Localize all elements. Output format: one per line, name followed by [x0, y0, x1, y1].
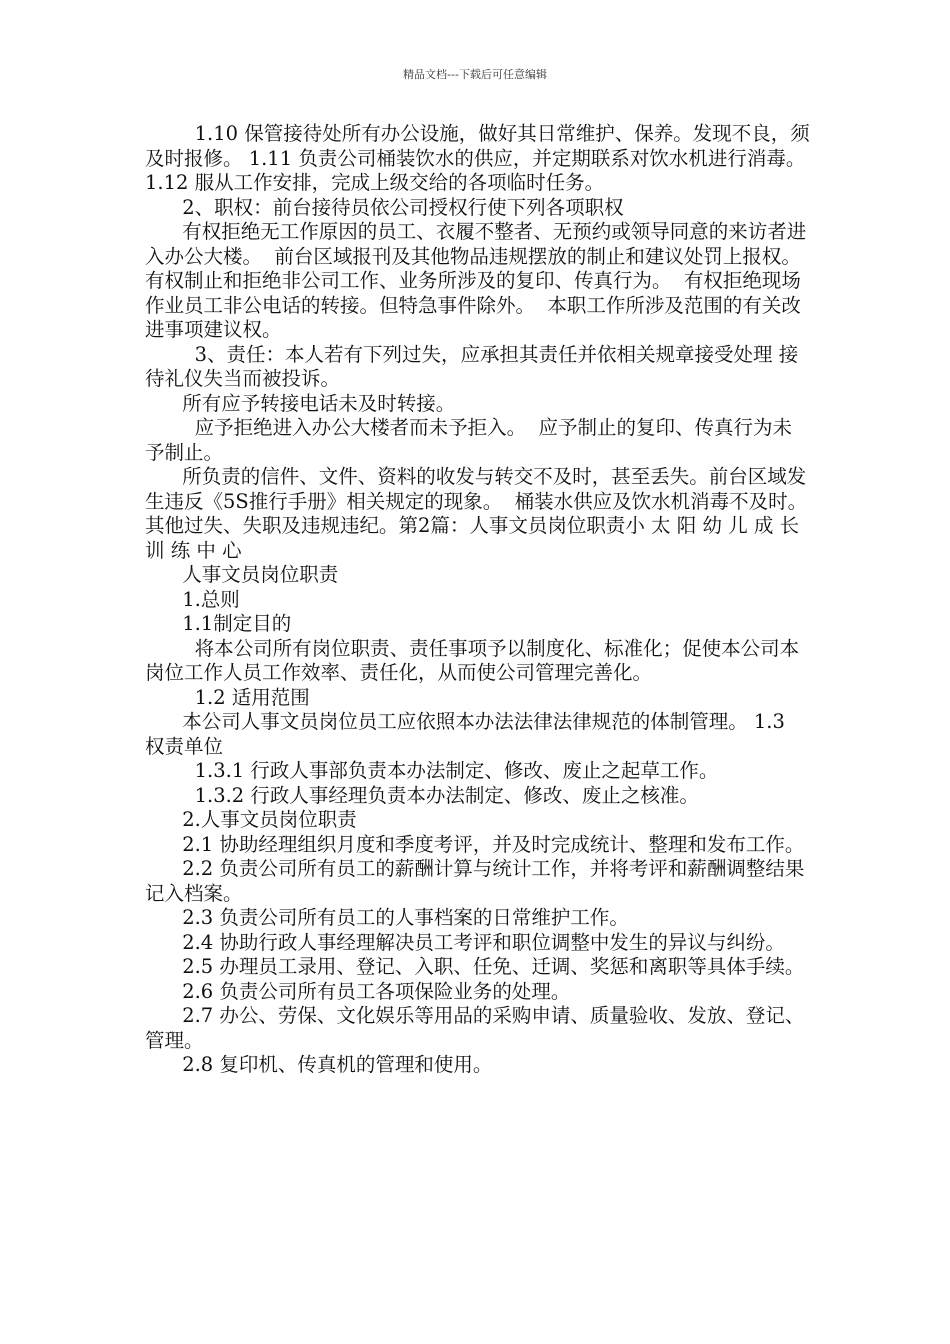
- heading-general-rules: 1.总则: [145, 587, 240, 611]
- section-heading-responsibility: 3、责任：本人若有下列过失，应承担其责任并依相关规章接受处理 接待礼仪失当而被投诉。: [145, 342, 799, 390]
- paragraph-responsibility-calls: 所有应予转接电话未及时转接。: [145, 391, 456, 415]
- paragraph-scope: 本公司人事文员岗位员工应依照本办法法律法律规范的体制管理。 1.3 权责单位: [145, 710, 792, 758]
- heading-purpose: 1.1制定目的: [145, 612, 292, 635]
- list-item-2-1: 2.1 协助经理组织月度和季度考评，并及时完成统计、整理和发布工作。: [145, 832, 805, 856]
- paragraph-authority-items: 有权拒绝无工作原因的员工、衣履不整者、无预约或领导同意的来访者进入办公大楼。 前台区域报刊及其他物品违规摆放的制止和建议处罚上报权。 有权制止和拒绝非公司工作、业务所涉及的复印、传真行为。 有权拒绝现场作业员工非公电话的转接。但特急事件除外。 本职工作所涉及范围的有关改进事项建议权。: [145, 220, 814, 341]
- heading-hr-duties-section: 2.人事文员岗位职责: [145, 808, 357, 831]
- list-item-2-8: 2.8 复印机、传真机的管理和使用。: [145, 1053, 493, 1076]
- document-body: [145, 122, 814, 1078]
- section-heading-authority: 2、职权：前台接待员依公司授权行使下列各项职权: [145, 195, 624, 219]
- list-item-2-5: 2.5 办理员工录用、登记、入职、任免、迁调、奖惩和离职等具体手续。: [145, 955, 805, 978]
- list-item-2-6: 2.6 负责公司所有员工各项保险业务的处理。: [145, 979, 571, 1003]
- heading-scope: 1.2 适用范围: [145, 685, 310, 709]
- paragraph-responsibility-1-3-1: 1.3.1 行政人事部负责本办法制定、修改、废止之起草工作。: [145, 759, 719, 782]
- paragraph-responsibility-1-3-2: 1.3.2 行政人事经理负责本办法制定、修改、废止之核准。: [145, 783, 699, 807]
- list-item-2-4: 2.4 协助行政人事经理解决员工考评和职位调整中发生的异议与纠纷。: [145, 930, 785, 954]
- paragraph-responsibility-documents: 所负责的信件、文件、资料的收发与转交不及时，甚至丢失。前台区域发生违反《5S推行手册》相关规定的现象。 桶装水供应及饮水机消毒不及时。 其他过失、失职及违规违纪。第2篇：人事文员岗位职责小 太 阳 幼 儿 成 长 训 练 中 心: [145, 465, 814, 562]
- list-item-2-2: 2.2 负责公司所有员工的薪酬计算与统计工作，并将考评和薪酬调整结果记入档案。: [145, 857, 805, 905]
- list-item-2-3: 2.3 负责公司所有员工的人事档案的日常维护工作。: [145, 906, 629, 929]
- paragraph-purpose: 将本公司所有岗位职责、责任事项予以制度化、标准化；促使本公司本岗位工作人员工作效率、责任化，从而使公司管理完善化。: [145, 636, 800, 684]
- list-item-2-7: 2.7 办公、劳保、文化娱乐等用品的采购申请、质量验收、发放、登记、管理。: [145, 1004, 805, 1052]
- paragraph-duties-1-10-to-1-12: 1.10 保管接待处所有办公设施，做好其日常维护、保养。发现不良，须及时报修。 1.11 负责公司桶装饮水的供应，并定期联系对饮水机进行消毒。 1.12 服从工作安排，完成上级交给的各项临时任务。: [145, 122, 812, 194]
- paragraph-responsibility-entry: 应予拒绝进入办公大楼者而未予拒入。 应予制止的复印、传真行为未予制止。: [145, 416, 792, 464]
- page-header: 精品文档---下载后可任意编辑: [403, 68, 547, 81]
- heading-hr-clerk-duties: 人事文员岗位职责: [145, 563, 339, 586]
